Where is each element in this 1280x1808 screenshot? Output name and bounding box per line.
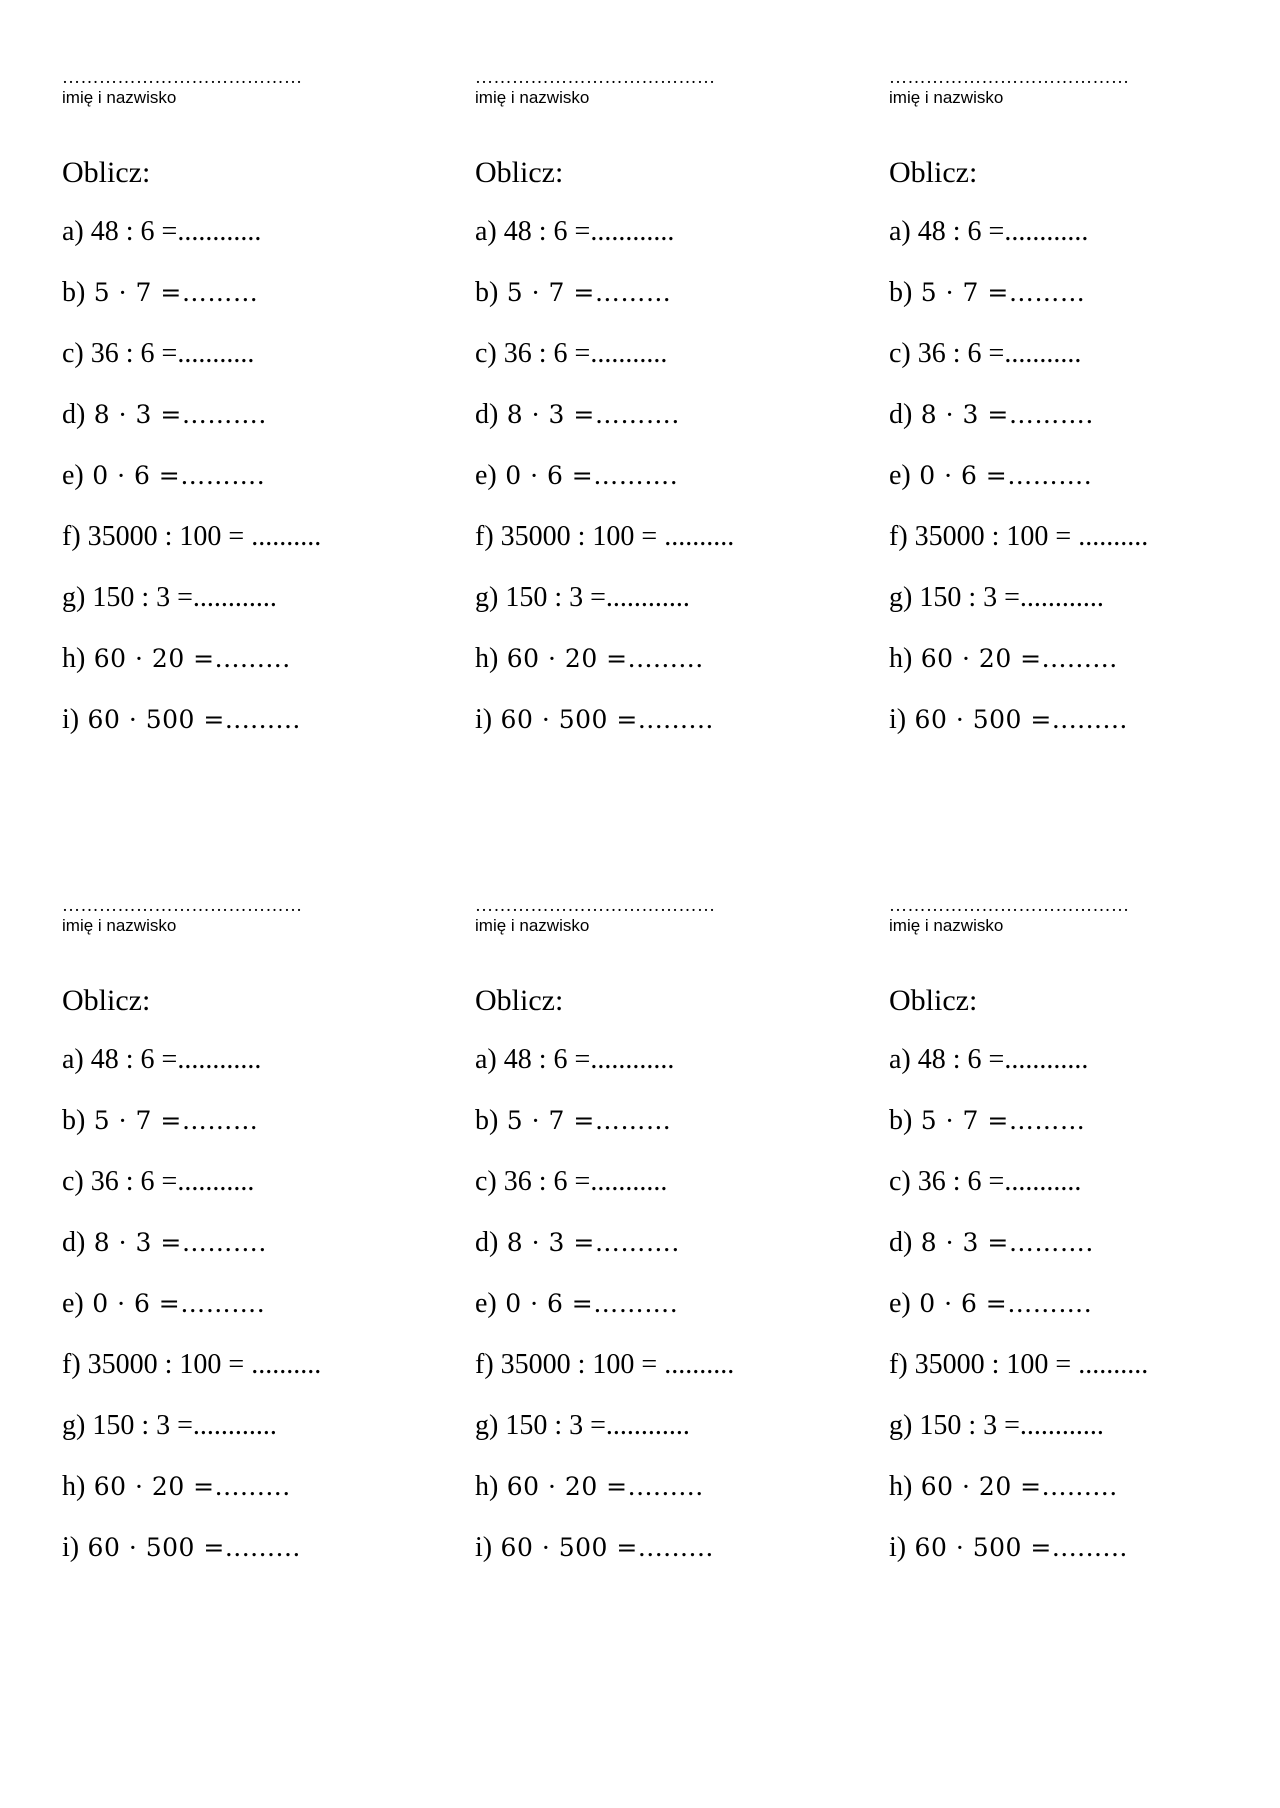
exercise-expression[interactable]: 36 : 6 =........... <box>496 338 668 369</box>
exercise-row <box>62 1105 258 1137</box>
exercise-letter: b) <box>889 277 913 308</box>
exercise-row <box>475 704 714 736</box>
exercise-expression[interactable]: 60 · 20 =......... <box>85 644 291 673</box>
exercise-letter: c) <box>889 1166 911 1197</box>
name-line[interactable]: ………………………………… <box>62 67 303 87</box>
exercise-letter: a) <box>475 1044 497 1075</box>
exercise-row <box>475 1471 704 1503</box>
exercise-row <box>62 582 277 614</box>
exercise-expression[interactable]: 60 · 20 =......... <box>498 644 704 673</box>
exercise-letter: f) <box>889 521 908 552</box>
exercise-expression[interactable]: 8 · 3 =………. <box>85 1228 267 1257</box>
exercise-letter: f) <box>62 521 81 552</box>
exercise-letter: a) <box>62 1044 84 1075</box>
exercise-row <box>889 1471 1118 1503</box>
exercise-row <box>62 277 258 309</box>
exercise-expression[interactable]: 0 · 6 =………. <box>496 1289 679 1318</box>
name-line[interactable]: ………………………………… <box>62 895 303 915</box>
exercise-row <box>62 521 321 553</box>
exercise-row <box>62 1349 321 1381</box>
exercise-row <box>62 338 254 370</box>
exercise-expression[interactable]: 60 · 500 =......... <box>79 705 301 734</box>
exercise-letter: d) <box>62 1227 86 1258</box>
exercise-expression[interactable]: 8 · 3 =………. <box>498 400 680 429</box>
name-label: imię i nazwisko <box>62 88 177 107</box>
exercise-expression[interactable]: 35000 : 100 = .......... <box>80 521 322 552</box>
exercise-letter: a) <box>889 216 911 247</box>
exercise-row <box>889 1166 1081 1198</box>
exercise-expression[interactable]: 0 · 6 =………. <box>496 461 679 490</box>
exercise-expression[interactable]: 150 : 3 =............ <box>85 582 277 613</box>
exercise-row <box>889 1105 1085 1137</box>
name-line[interactable]: ………………………………… <box>889 895 1130 915</box>
exercise-expression[interactable]: 150 : 3 =............ <box>912 1410 1104 1441</box>
name-label: imię i nazwisko <box>475 916 590 935</box>
exercise-row <box>889 582 1104 614</box>
exercise-expression[interactable]: 36 : 6 =........... <box>496 1166 668 1197</box>
name-label: imię i nazwisko <box>889 88 1004 107</box>
exercise-letter: e) <box>475 1288 497 1319</box>
exercise-expression[interactable]: 48 : 6 =............ <box>910 216 1089 247</box>
exercise-expression[interactable]: 60 · 500 =......... <box>906 705 1128 734</box>
exercise-row <box>62 1227 267 1259</box>
exercise-expression[interactable]: 150 : 3 =............ <box>498 582 690 613</box>
exercise-letter: a) <box>475 216 497 247</box>
exercise-expression[interactable]: 48 : 6 =............ <box>496 1044 675 1075</box>
exercise-letter: b) <box>62 277 86 308</box>
exercise-row <box>62 1410 277 1442</box>
exercise-letter: e) <box>889 460 911 491</box>
exercise-expression[interactable]: 60 · 500 =......... <box>79 1533 301 1562</box>
exercise-row <box>475 643 704 675</box>
exercise-row <box>889 704 1128 736</box>
heading: Oblicz: <box>62 984 151 1017</box>
exercise-row <box>889 1532 1128 1564</box>
exercise-expression[interactable]: 8 · 3 =………. <box>912 1228 1094 1257</box>
exercise-letter: d) <box>889 1227 913 1258</box>
exercise-expression[interactable]: 0 · 6 =………. <box>910 1289 1093 1318</box>
name-line[interactable]: ………………………………… <box>889 67 1130 87</box>
exercise-expression[interactable]: 36 : 6 =........... <box>910 338 1082 369</box>
exercise-expression[interactable]: 36 : 6 =........... <box>83 338 255 369</box>
exercise-letter: b) <box>475 277 499 308</box>
exercise-letter: c) <box>62 1166 84 1197</box>
exercise-row <box>475 1349 734 1381</box>
exercise-row <box>475 1105 671 1137</box>
exercise-expression[interactable]: 48 : 6 =............ <box>83 1044 262 1075</box>
exercise-row <box>475 582 690 614</box>
exercise-letter: i) <box>889 704 907 735</box>
exercise-row <box>889 277 1085 309</box>
exercise-letter: h) <box>889 643 913 674</box>
exercise-letter: c) <box>889 338 911 369</box>
exercise-row <box>62 1044 261 1076</box>
exercise-letter: e) <box>889 1288 911 1319</box>
exercise-letter: b) <box>889 1105 913 1136</box>
heading: Oblicz: <box>889 156 978 189</box>
exercise-expression[interactable]: 60 · 20 =......... <box>912 1472 1118 1501</box>
exercise-letter: d) <box>889 399 913 430</box>
exercise-row <box>889 1349 1148 1381</box>
exercise-row <box>475 277 671 309</box>
exercise-expression[interactable]: 60 · 20 =......... <box>85 1472 291 1501</box>
worksheet-card <box>62 67 442 735</box>
exercise-expression[interactable]: 35000 : 100 = .......... <box>907 521 1149 552</box>
exercise-expression[interactable]: 5 · 7 =……… <box>498 1106 672 1135</box>
exercise-letter: g) <box>475 582 499 613</box>
exercise-row <box>889 1410 1104 1442</box>
name-line[interactable]: ………………………………… <box>475 67 716 87</box>
exercise-row <box>889 460 1092 492</box>
exercise-row <box>62 1471 291 1503</box>
exercise-row <box>475 521 734 553</box>
exercise-row <box>475 1044 674 1076</box>
exercise-letter: f) <box>889 1349 908 1380</box>
exercise-expression[interactable]: 5 · 7 =……… <box>912 1106 1086 1135</box>
exercise-letter: h) <box>889 1471 913 1502</box>
exercise-letter: g) <box>62 582 86 613</box>
exercise-expression[interactable]: 48 : 6 =............ <box>83 216 262 247</box>
exercise-expression[interactable]: 60 · 20 =......... <box>912 644 1118 673</box>
exercise-expression[interactable]: 0 · 6 =………. <box>83 1289 266 1318</box>
exercise-letter: b) <box>62 1105 86 1136</box>
exercise-expression[interactable]: 8 · 3 =………. <box>85 400 267 429</box>
exercise-expression[interactable]: 150 : 3 =............ <box>498 1410 690 1441</box>
exercise-row <box>475 216 674 248</box>
exercise-expression[interactable]: 60 · 500 =......... <box>906 1533 1128 1562</box>
exercise-row <box>62 643 291 675</box>
heading: Oblicz: <box>62 156 151 189</box>
exercise-expression[interactable]: 36 : 6 =........... <box>83 1166 255 1197</box>
exercise-row <box>889 643 1118 675</box>
exercise-row <box>475 1166 667 1198</box>
exercise-letter: a) <box>889 1044 911 1075</box>
exercise-row <box>889 1227 1094 1259</box>
exercise-letter: d) <box>62 399 86 430</box>
exercise-expression[interactable]: 150 : 3 =............ <box>85 1410 277 1441</box>
exercise-row <box>475 399 680 431</box>
exercise-letter: d) <box>475 399 499 430</box>
exercise-row <box>62 704 301 736</box>
worksheet-card <box>889 67 1269 735</box>
heading: Oblicz: <box>475 156 564 189</box>
exercise-expression[interactable]: 60 · 500 =......... <box>492 705 714 734</box>
exercise-letter: c) <box>62 338 84 369</box>
exercise-row <box>475 1532 714 1564</box>
worksheet-card <box>889 895 1269 1563</box>
exercise-letter: f) <box>475 521 494 552</box>
exercise-expression[interactable]: 35000 : 100 = .......... <box>493 1349 735 1380</box>
exercise-letter: h) <box>62 643 86 674</box>
exercise-letter: e) <box>62 460 84 491</box>
worksheet-card <box>475 895 855 1563</box>
exercise-row <box>62 399 267 431</box>
exercise-letter: f) <box>475 1349 494 1380</box>
exercise-expression[interactable]: 5 · 7 =……… <box>85 278 259 307</box>
exercise-row <box>889 521 1148 553</box>
exercise-row <box>475 338 667 370</box>
exercise-expression[interactable]: 35000 : 100 = .......... <box>80 1349 322 1380</box>
exercise-expression[interactable]: 48 : 6 =............ <box>910 1044 1089 1075</box>
heading: Oblicz: <box>889 984 978 1017</box>
exercise-expression[interactable]: 36 : 6 =........... <box>910 1166 1082 1197</box>
exercise-letter: i) <box>475 1532 493 1563</box>
exercise-letter: c) <box>475 1166 497 1197</box>
exercise-row <box>62 1532 301 1564</box>
exercise-letter: g) <box>475 1410 499 1441</box>
exercise-expression[interactable]: 8 · 3 =………. <box>498 1228 680 1257</box>
exercise-row <box>62 1166 254 1198</box>
exercise-letter: f) <box>62 1349 81 1380</box>
exercise-letter: e) <box>475 460 497 491</box>
name-label: imię i nazwisko <box>889 916 1004 935</box>
exercise-letter: i) <box>475 704 493 735</box>
exercise-row <box>889 1288 1092 1320</box>
exercise-letter: i) <box>889 1532 907 1563</box>
exercise-row <box>62 460 265 492</box>
exercise-expression[interactable]: 5 · 7 =……… <box>498 278 672 307</box>
exercise-letter: i) <box>62 1532 80 1563</box>
exercise-expression[interactable]: 0 · 6 =………. <box>910 461 1093 490</box>
exercise-expression[interactable]: 0 · 6 =………. <box>83 461 266 490</box>
exercise-expression[interactable]: 60 · 20 =......... <box>498 1472 704 1501</box>
name-label: imię i nazwisko <box>62 916 177 935</box>
exercise-row <box>62 1288 265 1320</box>
exercise-letter: h) <box>475 643 499 674</box>
exercise-expression[interactable]: 35000 : 100 = .......... <box>493 521 735 552</box>
exercise-expression[interactable]: 8 · 3 =………. <box>912 400 1094 429</box>
exercise-letter: b) <box>475 1105 499 1136</box>
exercise-letter: g) <box>889 1410 913 1441</box>
worksheet-card <box>62 895 442 1563</box>
exercise-row <box>475 460 678 492</box>
heading: Oblicz: <box>475 984 564 1017</box>
exercise-letter: a) <box>62 216 84 247</box>
exercise-expression[interactable]: 150 : 3 =............ <box>912 582 1104 613</box>
exercise-letter: g) <box>889 582 913 613</box>
exercise-letter: d) <box>475 1227 499 1258</box>
exercise-row <box>889 338 1081 370</box>
exercise-letter: g) <box>62 1410 86 1441</box>
exercise-row <box>889 216 1088 248</box>
exercise-row <box>475 1288 678 1320</box>
exercise-expression[interactable]: 60 · 500 =......... <box>492 1533 714 1562</box>
exercise-row <box>475 1227 680 1259</box>
exercise-expression[interactable]: 5 · 7 =……… <box>912 278 1086 307</box>
exercise-letter: i) <box>62 704 80 735</box>
name-line[interactable]: ………………………………… <box>475 895 716 915</box>
exercise-letter: h) <box>62 1471 86 1502</box>
exercise-row <box>889 1044 1088 1076</box>
exercise-letter: e) <box>62 1288 84 1319</box>
exercise-expression[interactable]: 35000 : 100 = .......... <box>907 1349 1149 1380</box>
exercise-expression[interactable]: 48 : 6 =............ <box>496 216 675 247</box>
exercise-row <box>475 1410 690 1442</box>
exercise-letter: c) <box>475 338 497 369</box>
exercise-letter: h) <box>475 1471 499 1502</box>
exercise-row <box>889 399 1094 431</box>
worksheet-card <box>475 67 855 735</box>
name-label: imię i nazwisko <box>475 88 590 107</box>
exercise-expression[interactable]: 5 · 7 =……… <box>85 1106 259 1135</box>
exercise-row <box>62 216 261 248</box>
